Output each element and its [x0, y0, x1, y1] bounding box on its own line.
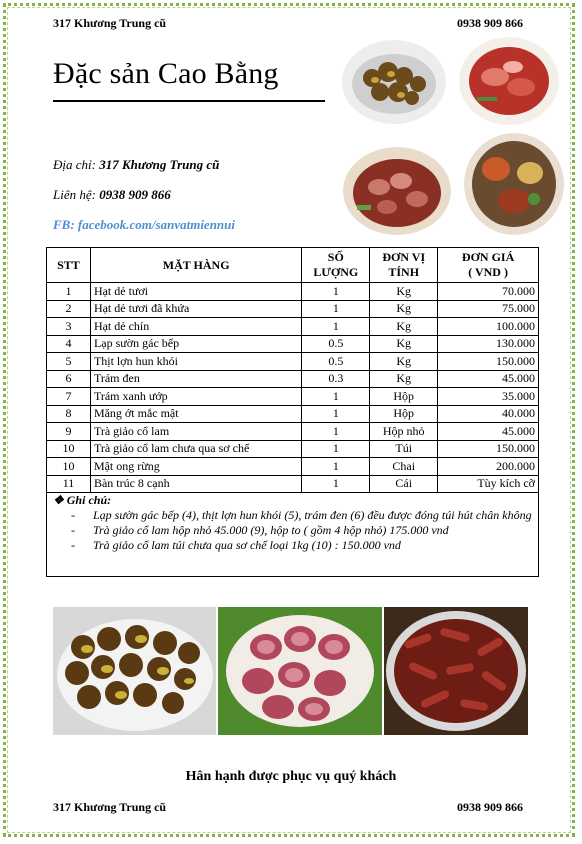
row-stt: 7: [47, 388, 91, 406]
row-qty: 1: [302, 388, 370, 406]
smoked-meat-photo: [459, 37, 559, 125]
notes-heading: ❖ Ghi chú:: [53, 493, 112, 507]
row-price: 40.000: [438, 405, 539, 423]
row-unit: Hộp: [370, 388, 438, 406]
row-qty: 1: [302, 458, 370, 476]
row-item: Lạp sườn gác bếp: [90, 335, 301, 353]
header-qty: SỐ LƯỢNG: [302, 248, 370, 283]
food-platter-photo: [464, 133, 564, 235]
table-row: [47, 370, 539, 388]
row-unit: Cái: [370, 475, 438, 493]
dried-sausage-photo: [384, 607, 528, 735]
row-qty: 1: [302, 318, 370, 336]
contact-line: [53, 187, 171, 203]
table-header-row: [47, 248, 539, 283]
row-qty: 0.5: [302, 353, 370, 371]
row-stt: 9: [47, 423, 91, 441]
notes-box: [46, 491, 539, 577]
row-qty: 0.5: [302, 335, 370, 353]
footer-message: Hân hạnh được phục vụ quý khách: [185, 769, 397, 784]
row-unit: Túi: [370, 440, 438, 458]
address-line: [53, 157, 219, 173]
contact-label: Liên hệ:: [53, 187, 100, 202]
table-row: [47, 475, 539, 493]
row-stt: 10: [47, 458, 91, 476]
note-item: - Trà giảo cổ lam hộp nhỏ 45.000 (9), hộp to ( gồm 4 hộp nhỏ) 175.000 vnd: [83, 523, 532, 538]
row-unit: Kg: [370, 353, 438, 371]
footer-phone: 0938 909 866: [457, 800, 523, 814]
table-row: [47, 423, 539, 441]
row-price: Tùy kích cỡ: [438, 475, 539, 493]
row-unit: Hộp: [370, 405, 438, 423]
row-item: Măng ớt mắc mật: [90, 405, 301, 423]
row-item: Hạt dẻ chín: [90, 318, 301, 336]
header-phone: 0938 909 866: [457, 16, 523, 30]
header-unit: ĐƠN VỊ TÍNH: [370, 248, 438, 283]
row-qty: 1: [302, 475, 370, 493]
table-row: [47, 405, 539, 423]
row-price: 100.000: [438, 318, 539, 336]
row-stt: 6: [47, 370, 91, 388]
row-stt: 11: [47, 475, 91, 493]
notes-list: [53, 508, 532, 553]
row-unit: Kg: [370, 283, 438, 301]
row-qty: 0.3: [302, 370, 370, 388]
row-price: 45.000: [438, 370, 539, 388]
row-stt: 8: [47, 405, 91, 423]
page-title: Đặc sản Cao Bằng: [53, 57, 279, 90]
row-qty: 1: [302, 300, 370, 318]
chestnut-plate-photo: [53, 607, 216, 735]
header-stt: STT: [47, 248, 91, 283]
note-item: - Lạp sườn gác bếp (4), thịt lợn hun khói (5), trám đen (6) đều được đóng túi hút chân không: [83, 508, 532, 523]
row-item: Hạt dẻ tươi: [90, 283, 301, 301]
row-item: Trà giảo cổ lam: [90, 423, 301, 441]
row-price: 45.000: [438, 423, 539, 441]
header-item: MẶT HÀNG: [90, 248, 301, 283]
row-unit: Hộp nhỏ: [370, 423, 438, 441]
row-unit: Kg: [370, 318, 438, 336]
row-item: Bàn trúc 8 cạnh: [90, 475, 301, 493]
row-price: 130.000: [438, 335, 539, 353]
notes-label: Ghi chú: [66, 493, 108, 507]
row-qty: 1: [302, 405, 370, 423]
row-unit: Chai: [370, 458, 438, 476]
row-stt: 1: [47, 283, 91, 301]
table-row: [47, 388, 539, 406]
row-item: Thịt lợn hun khói: [90, 353, 301, 371]
table-row: [47, 318, 539, 336]
contact-value: 0938 909 866: [99, 187, 171, 202]
row-stt: 5: [47, 353, 91, 371]
table-row: [47, 283, 539, 301]
price-table: [46, 247, 539, 493]
facebook-link[interactable]: FB: facebook.com/sanvatmiennui: [53, 217, 235, 232]
sausage-photo: [343, 147, 451, 235]
header-address: 317 Khương Trung cũ: [53, 16, 167, 30]
row-price: 150.000: [438, 353, 539, 371]
row-item: Hạt dẻ tươi đã khứa: [90, 300, 301, 318]
table-row: [47, 440, 539, 458]
row-stt: 10: [47, 440, 91, 458]
header-price: ĐƠN GIÁ ( VND ): [438, 248, 539, 283]
table-row: [47, 353, 539, 371]
row-unit: Kg: [370, 300, 438, 318]
row-qty: 1: [302, 440, 370, 458]
row-item: Trà giảo cổ lam chưa qua sơ chế: [90, 440, 301, 458]
table-row: [47, 458, 539, 476]
row-stt: 4: [47, 335, 91, 353]
row-price: 75.000: [438, 300, 539, 318]
diamond-bullet-icon: ❖: [53, 493, 64, 507]
table-row: [47, 335, 539, 353]
row-price: 200.000: [438, 458, 539, 476]
row-price: 150.000: [438, 440, 539, 458]
row-price: 35.000: [438, 388, 539, 406]
row-stt: 3: [47, 318, 91, 336]
row-stt: 2: [47, 300, 91, 318]
address-value: 317 Khương Trung cũ: [99, 157, 220, 172]
row-price: 70.000: [438, 283, 539, 301]
row-qty: 1: [302, 283, 370, 301]
table-row: [47, 300, 539, 318]
row-item: Trám xanh ướp: [90, 388, 301, 406]
chestnut-bowl-photo: [342, 40, 446, 124]
row-item: Mật ong rừng: [90, 458, 301, 476]
sliced-sausage-photo: [218, 607, 382, 735]
address-label: Địa chỉ:: [53, 157, 100, 172]
row-item: Trám đen: [90, 370, 301, 388]
title-underline: [53, 100, 325, 102]
note-item: - Trà giảo cổ lam túi chưa qua sơ chế loại 1kg (10) : 150.000 vnd: [83, 538, 532, 553]
row-unit: Kg: [370, 335, 438, 353]
row-qty: 1: [302, 423, 370, 441]
footer-address: 317 Khương Trung cũ: [53, 800, 167, 814]
row-unit: Kg: [370, 370, 438, 388]
